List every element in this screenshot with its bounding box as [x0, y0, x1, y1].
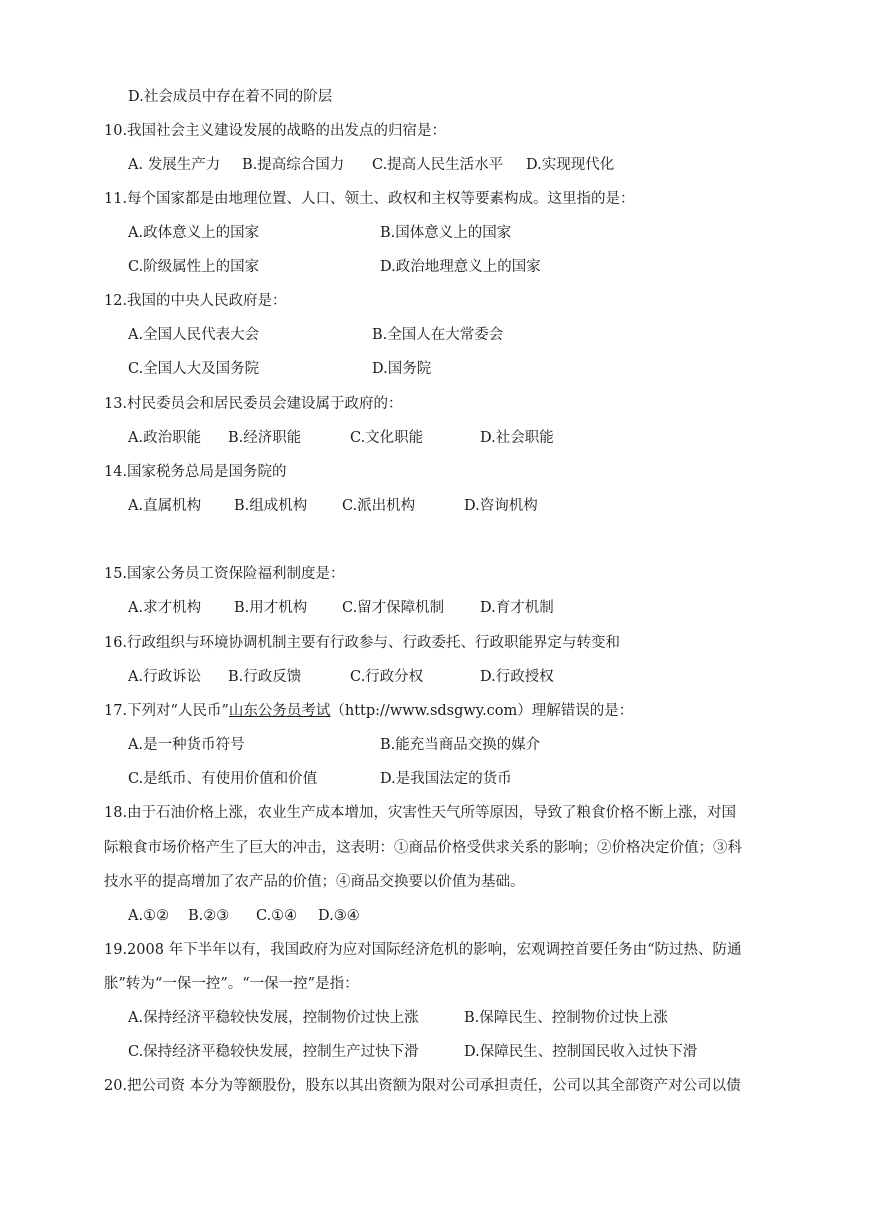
q12-option-b: B.全国人在大常委会	[372, 327, 504, 343]
q12-option-a: A.全国人民代表大会	[128, 327, 260, 343]
q19-option-d: D.保障民生、控制国民收入过快下滑	[464, 1044, 698, 1060]
q18-option-c: C.①④	[256, 908, 298, 924]
q12-stem: 12.我国的中央人民政府是：	[104, 293, 287, 309]
q11-option-b: B.国体意义上的国家	[380, 225, 512, 241]
q13-option-a: A.政治职能	[128, 430, 202, 446]
q17-option-d: D.是我国法定的货币	[380, 771, 512, 787]
q11-option-a: A.政体意义上的国家	[128, 225, 260, 241]
q18-stem-line2: 际粮食市场价格产生了巨大的冲击，这表明：①商品价格受供求关系的影响；②价格决定价值；③科	[104, 840, 742, 856]
q17-stem-suffix: （http://www.sdsgwy.com）理解错误的是：	[330, 703, 634, 719]
q17-stem-link[interactable]: 山东公务员考试	[228, 703, 331, 719]
q17-stem-prefix: 17.下列对“人民币”	[104, 703, 229, 719]
q10-option-d: D.实现现代化	[526, 157, 615, 173]
q14-option-b: B.组成机构	[234, 498, 308, 514]
q11-options-row1	[0, 223, 869, 243]
q13-option-d: D.社会职能	[480, 430, 554, 446]
q12-option-d: D.国务院	[372, 361, 432, 377]
q13-options	[0, 428, 869, 448]
q13-option-b: B.经济职能	[228, 430, 302, 446]
q17-option-a: A.是一种货币符号	[128, 737, 245, 753]
q11-option-c: C.阶级属性上的国家	[128, 259, 260, 275]
q11-stem: 11.每个国家都是由地理位置、人口、领土、政权和主权等要素构成。这里指的是：	[104, 191, 635, 207]
q14-option-d: D.咨询机构	[464, 498, 538, 514]
q14-stem: 14.国家税务总局是国务院的	[104, 464, 287, 480]
q11-options-row2	[0, 257, 869, 277]
q12-option-c: C.全国人大及国务院	[128, 361, 260, 377]
q13-option-c: C.文化职能	[350, 430, 424, 446]
q19-stem-line1: 19.2008 年下半年以有，我国政府为应对国际经济危机的影响，宏观调控首要任务由“防过热、防通	[104, 942, 742, 958]
q19-option-b: B.保障民生、控制物价过快上涨	[464, 1010, 668, 1026]
q19-options-row2	[0, 1042, 869, 1062]
q19-option-a: A.保持经济平稳较快发展，控制物价过快上涨	[128, 1010, 419, 1026]
q17-option-b: B.能充当商品交换的媒介	[380, 737, 541, 753]
q14-option-c: C.派出机构	[342, 498, 416, 514]
q14-options	[0, 496, 869, 516]
q10-options	[0, 155, 869, 175]
q18-option-b: B.②③	[188, 908, 230, 924]
q14-option-a: A.直属机构	[128, 498, 202, 514]
q13-stem: 13.村民委员会和居民委员会建设属于政府的：	[104, 396, 403, 412]
q15-option-a: A.求才机构	[128, 600, 202, 616]
q12-options-row1	[0, 325, 869, 345]
q19-stem-line2: 胀”转为“一保一控”。“一保一控”是指：	[104, 976, 359, 992]
q15-option-c: C.留才保障机制	[342, 600, 445, 616]
q18-option-d: D.③④	[318, 908, 360, 924]
q16-option-b: B.行政反馈	[228, 669, 302, 685]
q15-option-d: D.育才机制	[480, 600, 554, 616]
q17-option-c: C.是纸币、有使用价值和价值	[128, 771, 318, 787]
q15-option-b: B.用才机构	[234, 600, 308, 616]
q16-option-d: D.行政授权	[480, 669, 554, 685]
q10-option-a: A. 发展生产力	[128, 157, 221, 173]
q16-options	[0, 667, 869, 687]
q19-option-c: C.保持经济平稳较快发展，控制生产过快下滑	[128, 1044, 419, 1060]
q10-option-c: C.提高人民生活水平	[372, 157, 504, 173]
q10-stem: 10.我国社会主义建设发展的战略的出发点的归宿是：	[104, 123, 447, 139]
q16-stem: 16.行政组织与环境协调机制主要有行政参与、行政委托、行政职能界定与转变和	[104, 635, 621, 651]
q9-option-d: D.社会成员中存在着不同的阶层	[128, 89, 333, 105]
q15-options	[0, 598, 869, 618]
q15-stem: 15.国家公务员工资保险福利制度是：	[104, 566, 345, 582]
q10-option-b: B.提高综合国力	[242, 157, 345, 173]
q19-options-row1	[0, 1008, 869, 1028]
q18-option-a: A.①②	[128, 908, 170, 924]
q18-options	[0, 906, 869, 926]
q11-option-d: D.政治地理意义上的国家	[380, 259, 541, 275]
q16-option-c: C.行政分权	[350, 669, 424, 685]
q18-stem-line1: 18.由于石油价格上涨，农业生产成本增加，灾害性天气所等原因，导致了粮食价格不断上涨，对国	[104, 805, 737, 821]
q17-stem	[104, 701, 633, 721]
q16-option-a: A.行政诉讼	[128, 669, 202, 685]
q17-options-row1	[0, 735, 869, 755]
q17-options-row2	[0, 769, 869, 789]
q12-options-row2	[0, 359, 869, 379]
q20-stem-line1: 20.把公司资 本分为等额股份，股东以其出资额为限对公司承担责任，公司以其全部资产对公司以债	[104, 1078, 741, 1094]
q18-stem-line3: 技水平的提高增加了农产品的价值；④商品交换要以价值为基础。	[104, 874, 525, 890]
